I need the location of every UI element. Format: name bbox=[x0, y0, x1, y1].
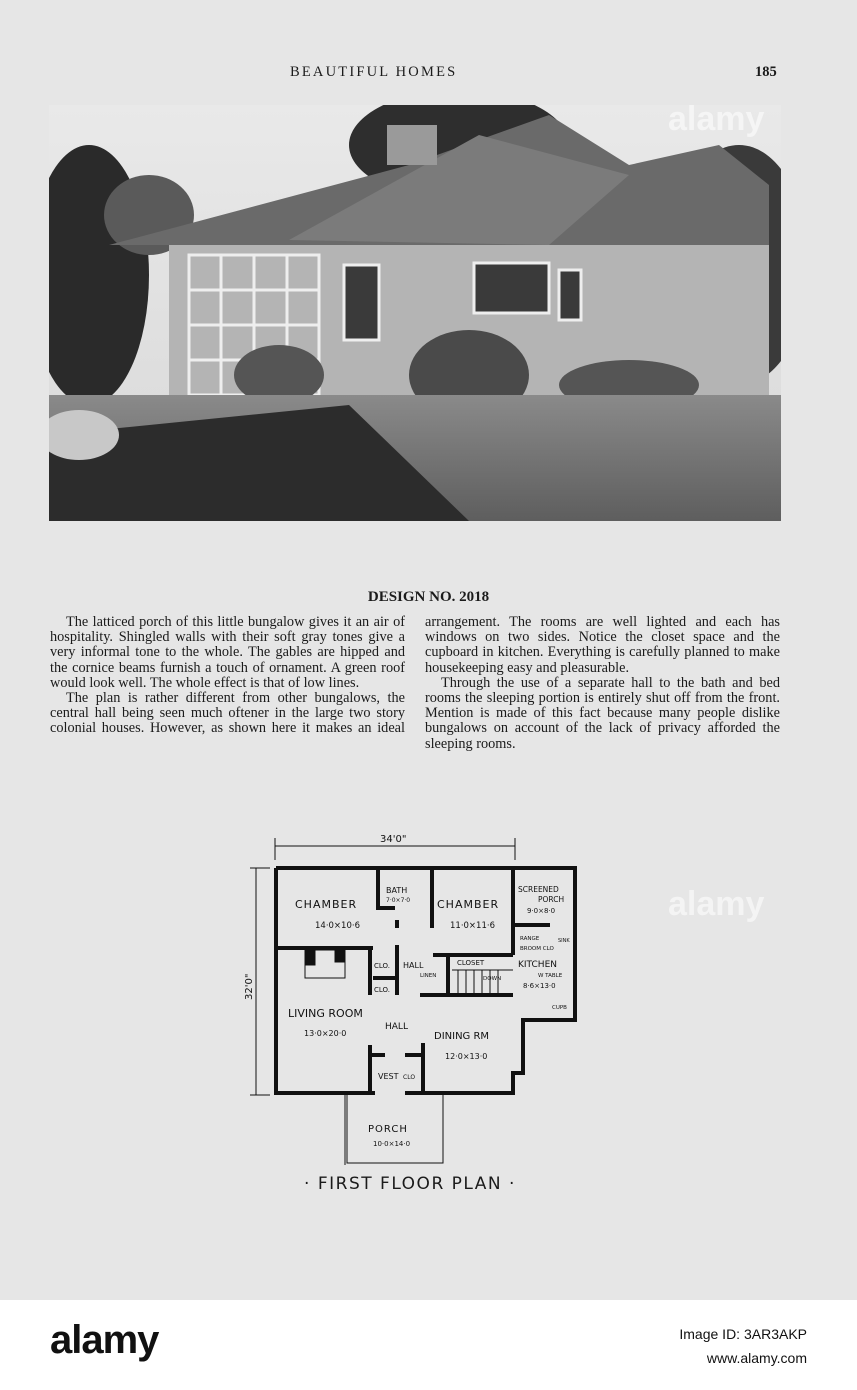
room-label: HALL bbox=[403, 961, 424, 970]
room-label: KITCHEN bbox=[518, 960, 557, 970]
room-label: CLO. bbox=[374, 986, 390, 994]
design-title: DESIGN NO. 2018 bbox=[367, 589, 490, 605]
room-size: 14·0×10·6 bbox=[315, 921, 360, 931]
room-label: LINEN bbox=[420, 973, 437, 979]
room-size: 11·0×11·6 bbox=[450, 921, 495, 931]
room-label: BATH bbox=[386, 886, 408, 895]
width-dimension: 34'0" bbox=[380, 834, 407, 845]
room-size: 7·0×7·0 bbox=[386, 897, 411, 904]
running-header: BEAUTIFUL HOMES bbox=[290, 64, 458, 80]
room-label: W TABLE bbox=[538, 973, 563, 979]
first-floor-plan bbox=[240, 830, 600, 1200]
room-label: DINING RM bbox=[434, 1031, 490, 1042]
plan-caption: · FIRST FLOOR PLAN · bbox=[304, 1174, 516, 1194]
room-size: 13·0×20·0 bbox=[304, 1029, 347, 1038]
room-label: PORCH bbox=[538, 895, 565, 904]
room-label: CLO bbox=[403, 1074, 416, 1081]
article-right-column bbox=[425, 615, 780, 752]
article-left-column bbox=[50, 615, 405, 737]
room-size: 8·6×13·0 bbox=[523, 982, 556, 990]
room-size: 10·0×14·0 bbox=[373, 1140, 411, 1148]
room-label: DOWN bbox=[483, 976, 502, 982]
room-label: HALL bbox=[385, 1022, 408, 1032]
room-label: PORCH bbox=[368, 1124, 408, 1135]
room-label: CHAMBER bbox=[437, 898, 500, 911]
alamy-logo: alamy bbox=[50, 1318, 159, 1362]
watermark: alamy bbox=[668, 100, 765, 138]
depth-dimension: 32'0" bbox=[244, 973, 255, 1000]
room-label: CLOSET bbox=[457, 959, 485, 967]
room-label: CUPB bbox=[552, 1005, 567, 1011]
paragraph: The plan is rather different from other bungalows, the central hall being seen much oftener in the large two story colonial houses. However, as shown here it makes an ideal bbox=[50, 690, 405, 737]
room-label: SCREENED bbox=[518, 885, 559, 894]
room-label: VEST bbox=[378, 1072, 399, 1081]
image-id: Image ID: 3AR3AKP bbox=[679, 1326, 807, 1342]
room-label: SINK bbox=[558, 938, 570, 944]
house-photograph bbox=[49, 105, 781, 521]
watermark: alamy bbox=[668, 885, 765, 923]
room-label: BROOM CLO bbox=[520, 946, 554, 952]
room-label: CHAMBER bbox=[295, 898, 358, 911]
page-number: 185 bbox=[755, 64, 777, 80]
room-label: LIVING ROOM bbox=[288, 1007, 363, 1020]
paragraph: The latticed porch of this little bungalow gives it an air of hospitality. Shingled walls with their soft gray tones give a very informal tone to the whole. The gables are hipped and the cornice beams furnish a touch of ornament. A green roof would look well. The whole effect is that of low lines. bbox=[50, 614, 405, 691]
room-size: 12·0×13·0 bbox=[445, 1052, 488, 1061]
room-size: 9·0×8·0 bbox=[527, 907, 556, 915]
room-label: CLO. bbox=[374, 962, 390, 970]
image-info bbox=[679, 1322, 807, 1370]
room-label: RANGE bbox=[520, 936, 540, 942]
paragraph: arrangement. The rooms are well lighted and each has windows on two sides. Notice the closet space and the cupboard in kitchen. Everything is carefully planned to make housekeeping easy and pleasurable. bbox=[425, 614, 780, 676]
site-url: www.alamy.com bbox=[706, 1350, 807, 1366]
paragraph: Through the use of a separate hall to the bath and bed rooms the sleeping portion is entirely shut off from the front. Mention is made of this fact because many people dislike bungalows on account of the lack of privacy afforded the sleeping rooms. bbox=[425, 674, 780, 752]
